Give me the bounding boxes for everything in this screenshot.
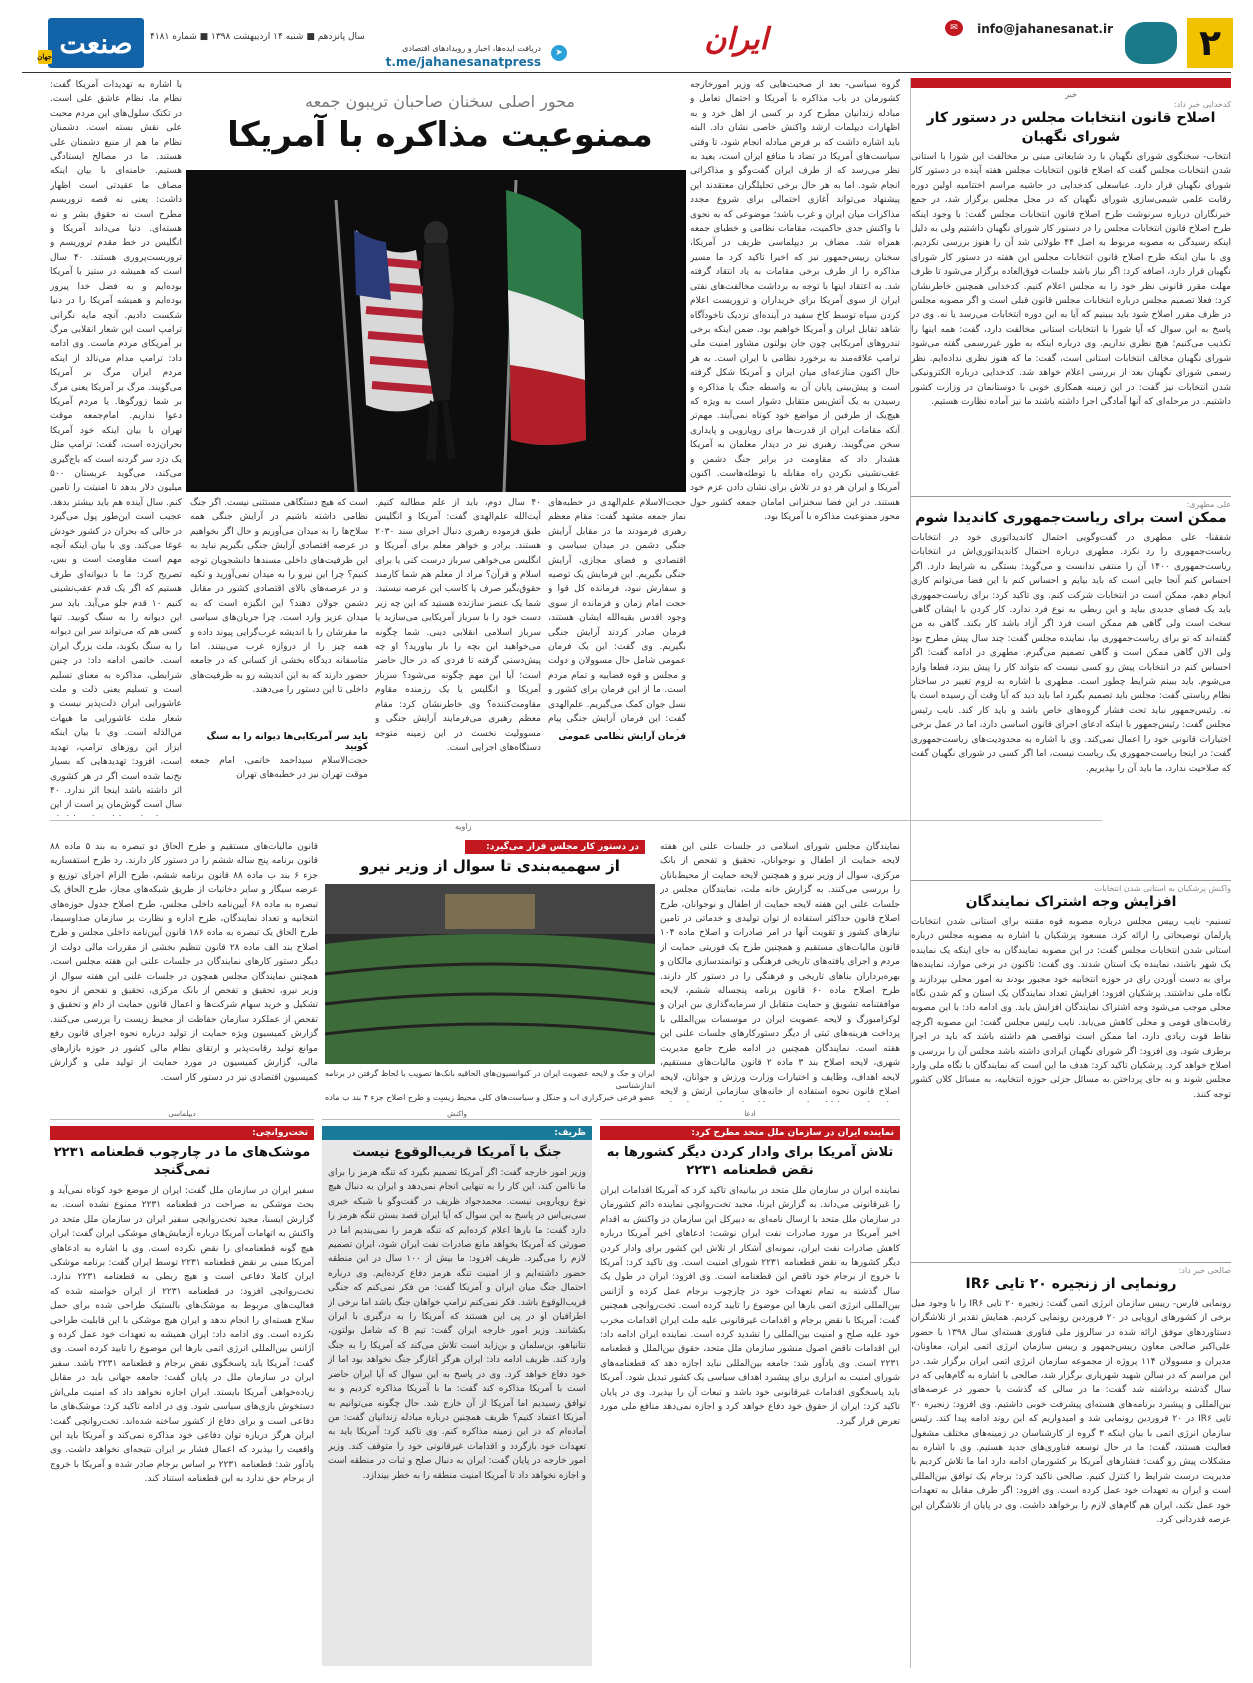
- box-band: تخت‌روانچی:: [50, 1126, 314, 1140]
- story-body: رونمایی فارس- رییس سازمان انرژی اتمی گفت: زنجیره ۲۰ تایی IR۶ را با وجود میل برخی از کشورهای اروپایی در ۲۰ فروردین رونمایی کردیم. همایش تقدیر از تلاشگران دستاوردهای موفق ارائه شده در سالروز ملی فناوری هسته‌ای سال ۱۳۹۸ با حضور علی‌اکبر صالحی معاون رییس‌جمهور و رییس سازمان انرژی اتمی ایران، معاونان، مدیران و مسوولان ۱۱۴ پروژه از مجموعه سازمان انرژی اتمی ایران برگزار شد. در این مراسم که در سالن شهید شهریاری برگزار شد، صالحی با اشاره به گام‌هایی که در سال گذشته برداشته شد گفت: ما در سالی که گذشت با حضور در عرصه‌های بین‌المللی و پیشبرد برنامه‌های هسته‌ای پیشرفت خوبی داشتیم. وی افزود: زنجیره ۲۰ تایی IR۶ در ۲۰ فروردین رونمایی شد و امیدواریم که این روند ادامه پیدا کند. رئیس سازمان انرژی اتمی با بیان اینکه ۳ گروه از کارشناسان در زمینه‌های مختلف مشغول فعالیت هستند، گفت: ما در حال توسعه فناوری‌های جدید هستیم. وی با اشاره به مشکلات پیش رو گفت: فشارهای آمریکا بر کشورمان ادامه دارد اما ما تلاش کردیم با مدیریت درست شرایط را کنترل کنیم. صالحی تاکید کرد: برجام یک توافق بین‌المللی است و ایران به تعهدات خود عمل کرده است. وی افزود: اگر طرف مقابل به تعهدات خود عمل نکند، ایران هم گام‌های لازم را برخواهد داشت. وی در پایان از تلاشگران این عرصه قدردانی کرد.: [911, 1299, 1231, 1526]
- logo-text: صنعت: [59, 26, 133, 60]
- main-col-a: گروه سیاسی- بعد از صحبت‌هایی که وزیر امورخارجه کشورمان در باب مذاکره با آمریکا و احتمال تعامل و مبادله زندانیان مطرح کرد بر کسی از اهل خرد و به اظهارات دیپلمات ارشد واکنش خاصی نشان داد. البته باید اشاره داشت که بر فرض مبادله انجام شود، تا وقتی سیاست‌های آمریکا در تضاد با منافع ایران است، یعید به نظر می‌رسد که از طرف ایران گفت‌وگو و مذاکراتی انجام شود. اما به هر حال برخی تحلیلگران معتقدند این پیشنهاد می‌تواند آغازی احتمالی برای شروع مجدد مذاکرات میان ایران و غرب باشد؛ موضوعی که به نحوی با واکنش جدی حاکمیت، مقامات نظامی و خطبای جمعه همراه شد. مضاف بر دیپلماسی ظریف در آمریکا، سخنان رییس‌جمهور نیز که اخیرا تاکید کرد ما مسیر مذاکره را از طرف برخی مقامات به یاد انتقاد گرفته شد. به اعتقاد اینها با توجه به برداشت مخالفت‌های نفتی ایران از سوی آمریکا برای خریداران و تروریست اعلام کردن سپاه توسط کاخ سفید در آینده‌ای نزدیک ناخودآگاه شاهد تقابل ایران و آمریکا خواهیم بود. ضمن اینکه برخی تندروهای آمریکایی چون جان بولتون مشاور امنیت ملی ترامپ علاقه‌مند به برخورد نظامی با ایران است. به هر حال اکنون منازعه‌ای میان ایران و آمریکا شکل گرفته است و پیش‌بینی پایان آن به واسطه جنگ یا مذاکره و رسیدن به یک آتش‌بس متقابل دشوار است به ویژه که هیچ‌یک از طرفین از مواضع خود کوتاه نمی‌آیند. مهم‌تر آنکه مقامات ایران از قدرت‌ها برای رویارویی و پایداری سخن می‌گویند. رهبری نیز در دیدار معلمان به آمریکا هشدار داد که مقاومت در برابر جنگ دشمن و عقب‌نشینی نکردن راه مقابله با توطئه‌هاست. اکنون آمریکا و ایران هر دو در تلاش برای نشان دادن عزم خود هستند. در این فضا سخنرانی امامان جمعه کشور حول محور ممنوعیت مذاکره با آمریکا بود.: [690, 80, 900, 523]
- label-left: دیپلماسی: [50, 1110, 314, 1120]
- right-story-2: [911, 500, 1231, 873]
- box-mid: [322, 1126, 592, 1666]
- flags-illustration: [186, 170, 686, 492]
- telegram-icon: ➤: [551, 45, 567, 61]
- section-label: زاویه: [455, 822, 472, 831]
- box-title: جنگ با آمریکا قریب‌الوقوع نیست: [352, 1145, 562, 1160]
- col-text: است که هیچ دستگاهی مستثنی نیست. اگر جنگ نظامی داشته باشیم در آرایش جنگی همه سلاح‌ها را به میدان می‌آوریم و حال اگر بخواهیم در عرصه اقتصادی آرایش جنگی بگیریم نباید به این ظرفیت‌های داخلی مسندها دانشجویان توجه کنیم؟ چرا این نیرو را به میدان نمی‌آورید و تکیه و در عرصه‌های بالای اقتصادی کشور در مقابل دشمن جولان دهند؟ این انگیزه است که به میدان عزیز وارد است. چرا جریان‌های سیاسی ما مقرشان را با اندیشه غرب‌گرایی پیوند داده و همه چیز را از دروازه غرب می‌بینند. اما متاسفانه دیدگاه بخشی از کسانی که در جامعه حضور دارند که به این اندیشه رو به ظرفیت‌های داخلی تا این دستور را می‌دهند.: [190, 498, 368, 696]
- label-right: ادعا: [600, 1110, 900, 1120]
- box-body: نماینده ایران در سازمان ملل متحد در بیانیه‌ای تاکید کرد که آمریکا اقدامات ایران را غیرقانونی می‌داند. به گزارش ایرنا، مجید تخت‌روانچی نماینده دائم کشورمان در سازمان ملل متحد با ارسال نامه‌ای به دبیرکل این سازمان در واکنش به اقدام اخیر آمریکا در مورد صادرات نفت ایران نوشت: ادعاهای اخیر آمریکا درباره کاهش صادرات نفت ایران، نمونه‌ای آشکار از تلاش این کشور برای وادار کردن دیگر کشورها به نقض قطعنامه ۲۲۳۱ شورای امنیت است. وی تاکید کرد: آمریکا با خروج از برجام خود ناقض این قطعنامه است. وی افزود: ایران در طول یک سال گذشته به تمام تعهدات خود در چارچوب برجام عمل کرده و آژانس بین‌المللی انرژی اتمی بارها این موضوع را تایید کرده است. تخت‌روانچی همچنین گفت: آمریکا با نقض برجام و اقدامات غیرقانونی علیه ملت ایران اقدامات مخرب خود علیه صلح و امنیت بین‌المللی را تشدید کرده است. نماینده ایران ادامه داد: این اقدامات ناقض اصول منشور سازمان ملل متحد، حقوق بین‌الملل و قطعنامه ۲۲۳۱ است. وی یادآور شد: جامعه بین‌المللی نباید اجازه دهد که قطعنامه‌های شورای امنیت به ابزاری برای پیشبرد اهداف سیاسی یک کشور تبدیل شود. آمریکا باید پاسخگوی اقدامات غیرقانونی خود باشد و تبعات آن را بپذیرد. وی در پایان تاکید کرد: ایران از حقوق خود دفاع خواهد کرد و اجازه نمی‌دهد منافع ملی مورد تعرض قرار گیرد.: [600, 1186, 900, 1427]
- col-heading: فرمان آرایش نظامی عمومی: [558, 732, 686, 742]
- story-title: افزایش وجه اشتراک نمایندگان: [965, 894, 1177, 910]
- story-kicker: واکنش پزشکیان به استانی شدن انتخابات: [1094, 884, 1231, 893]
- col-text: حجت‌الاسلام سیداحمد خاتمی، امام جمعه موقت تهران نیز در خطبه‌های تهران: [190, 756, 368, 781]
- iran-map-icon: [1125, 22, 1177, 64]
- story-title: ممکن است برای ریاست‌جمهوری کاندیدا شوم: [915, 510, 1227, 526]
- box-band: ظریف:: [322, 1126, 592, 1140]
- story-kicker: علی مطهری:: [1186, 500, 1231, 509]
- column-divider: [910, 78, 911, 1668]
- envelope-icon: ✉: [945, 20, 963, 36]
- main-subhead: محور اصلی سخنان صاحبان تریبون جمعه: [305, 92, 575, 111]
- telegram-note: دریافت ایده‌ها، اخبار و رویدادهای اقتصادی: [402, 44, 541, 53]
- newspaper-logo: [37, 18, 144, 68]
- story-divider: [911, 496, 1231, 497]
- box-band: نماینده ایران در سازمان ملل متحد مطرح کرد:: [600, 1126, 900, 1140]
- logo-small-text: جهان: [38, 50, 52, 64]
- section-rule: [50, 820, 1102, 830]
- box-right: [600, 1126, 900, 1666]
- story-title: رونمایی از زنجیره ۲۰ تایی IR۶: [965, 1276, 1177, 1292]
- story-title: اصلاح قانون انتخابات مجلس در دستور کار شورای نگهبان: [926, 110, 1216, 145]
- section-title: ایران: [704, 22, 768, 57]
- label-mid: واکنش: [322, 1110, 592, 1120]
- story-body: انتخاب- سخنگوی شورای نگهبان با رد شایعاتی مبنی بر مخالفت این شورا با استانی شدن انتخابات مجلس گفت که اصلاح قانون انتخابات مجلس هفته آینده در دستور کار شورای نگهبان قرار دارد. عباسعلی کدخدایی در حاشیه مراسم اختتامیه اولین دوره رقابت علمی شیمی‌سازی شورای نگهبان که در محل مجلس برگزار شد، در جمع خبرنگاران درباره سرنوشت طرح اصلاح قانون انتخابات مجلس گفت: با وجود اینکه طرح اصلاح قانون انتخابات مجلس را در دستور کار شورای نگهبان داشتیم ولی به دلیل اینکه رسیدگی به مصوبه مربوط به اصل ۴۴ طولانی شد آن را هنوز بررسی نکردیم. وی با بیان اینکه طرح اصلاح قانون انتخابات مجلس این هفته در دستور کار شورای نگهبان قرار دارد، اضافه کرد: اگر نیاز باشد جلسات فوق‌العاده برگزار می‌شود تا ظرف مهلت مقرر قانونی نظر خود را به مجلس اعلام کنیم. کدخدایی همچنین خاطرنشان کرد: فعلا تصمیم مجلس درباره انتخابات مجلس قانون قبلی است و اگر مصوبه مجلس در ظرف مقرر اصلاح شود باید ببینیم که آیا به این دوره انتخابات می‌رسد یا نه. وی در پاسخ به این سوال که آیا شورا با انتخابات استانی مخالفت دارد، گفت: همه اینها را تکذیب می‌کنیم؛ هیچ نظری نداریم. وی درباره اینکه به طور غیررسمی گفته می‌شود شورای نگهبان مخالف انتخابات استانی است، گفت: ما که هنوز نظری نداده‌ایم. نظر رسمی شورای نگهبان بعد از بررسی اعلام خواهد شد. کدخدایی درباره الکترونیکی شدن انتخابات نیز گفت: در این زمینه همکاری خوبی با دوستانمان در وزارت کشور داشتیم. در مرحله‌ای که آنها آمادگی اجرا داشته باشند ما نیز آماده نظارت هستیم.: [911, 152, 1231, 407]
- story-divider: [911, 1262, 1231, 1263]
- header-rule: [22, 72, 1231, 73]
- parliament-photo: [325, 884, 655, 1064]
- story-kicker: صالحی خبر داد:: [1178, 1266, 1231, 1275]
- dateline: سال پانزدهم ■ شنبه ۱۴ اردیبهشت ۱۳۹۸ ■ شماره ۴۱۸۱: [150, 32, 365, 42]
- page-number: ۲: [1187, 18, 1233, 68]
- photo-caption: ایران و جک و لایحه عضویت ایران در کنوانسیون‌های الحاقیه بانک‌ها تصویب با لحاظ گرفتن در برنامه اندازشناسی: [325, 1069, 655, 1090]
- agenda-col-left: قانون مالیات‌های مستقیم و طرح الحاق دو تبصره به بند ۵ ماده ۸۸ قانون برنامه پنج ساله ششم را در دستور کار دارند. رد طرح استفساریه جزء ۶ بند ب ماده ۸۸ قانون برنامه ششم، طرح الزام اجرای توزیع و عرضه سیگار و سایر دخانیات از طریق شبکه‌های مجاز، طرح الحاق یک تبصره به ماده ۶۸ آیین‌نامه داخلی مجلس، طرح اصلاح جدول حوزه‌های انتخابیه و تعداد نمایندگان، طرح اداره و نظارت بر سازمان صداوسیما، طرح الحاق یک تبصره به ماده ۱۸۶ قانون آیین‌نامه داخلی مجلس و طرح اصلاح بند الف ماده ۲۸ قانون تنظیم بخشی از مقررات مالی دولت از دیگر دستور کارهای نمایندگان در جلسات علنی این هفته مجلس است. همچنین نمایندگان مجلس همچون در جلسات علنی این هفته سوال از وزیر نیرو، تحقیق و تفحص از بانک مرکزی، تحقیق و تفحص از نحوه تشکیل و خرید سهام شرکت‌ها و اعمال قانون حمایت از دام و تحقیق و تفحص از عملکرد سازمان حفاظت از محیط زیست را بررسی می‌کنند. گزارش کمیسیون ویژه حمایت از تولید درباره نحوه اجرای قانون رفع موانع تولید رقابت‌پذیر و ارتقای نظام مالی کشور در حوزه بازارهای مالی، گزارش کمیسیون در مورد حمایت از تولید ملی و گزارش کمیسیون اقتصادی نیز در دستور کار است.: [50, 842, 318, 1083]
- right-story-1: [911, 100, 1231, 478]
- main-headline: ممنوعیت مذاکره با آمریکا: [227, 115, 653, 155]
- email-address[interactable]: info@jahanesanat.ir: [977, 22, 1113, 36]
- main-col-c: ۴۰ سال دوم، باید از علم مطالبه کنیم. آیت‌الله علم‌الهدی گفت: آمریکا و انگلیس طبق فرموده رهبری دنبال اجرای سند ۲۰۳۰ هستند. برادر و خواهر معلم برای آمریکا و انگلیس می‌خواهی سرباز درست کنی یا برای اسلام و قرآن؟ مراد از معلم هم شما کارمند حقوق‌بگیر صرف یا کاسب این عرصه نیستید. شما یک عنصر سازنده هستید که این چه زیر دست خود را با سرباز آمریکایی می‌سازید یا سرباز اسلامی انقلابی دینی. شما چگونه می‌خواهید این بچه را بار بیاورید؟ او چه پیش‌دستی گرفته تا فردی که در حال حاضر است؛ آیا این مهم چگونه می‌شود؟ سرباز آمریکا و انگلیس یا یک رزمنده مقاوم مقاومت‌کننده؟ وی خاطرنشان کرد: مقام معظم رهبری می‌فرمایند آرایش جنگی و مسوولیت نخست در این زمینه متوجه دستگاه‌های اجرایی است.: [375, 498, 541, 753]
- story-divider: [911, 880, 1231, 881]
- flags-photo: [186, 170, 686, 492]
- box-left: [50, 1126, 314, 1666]
- col-text: حجت‌الاسلام علم‌الهدی در خطبه‌های نماز جمعه مشهد گفت: مقام معظم رهبری فرمودند ما در مقابل آرایش جنگی دشمن در میدان سیاسی و اقتصادی و فضای مجازی، آرایش جنگی بگیریم. این فرمایش یک توصیه و سفارش نبود، فرمانده کل قوا و حجت امام زمان و فرمانده از سوی وجود اقدس بقیه‌الله ایشان هستند، فرمان صادر کردند آرایش جنگی بگیریم. وی گفت: این یک فرمان عمومی شامل حال مسوولان و دولت و مجلس و قوه قضاییه و تمام مردم است. ما از این فرمان برای کشور و نسل جوان کمک می‌گیریم. علم‌الهدی گفت: این فرمان آرایش جنگی پیام: [548, 498, 686, 725]
- main-col-e: یا اشاره به تهدیدات آمریکا گفت: نظام ما، نظام عاشق علی است. در تکتک سلول‌های این مردم محبت علی نقش بسته است. دشمنان نظام ما هم از منبع دشمنان علی هستند. ما در مصالح ایستادگی هستیم. خامنه‌ای با بیان اینکه مصاف ما عقیدتی است اظهار داشت: یعنی نه قصه تروریسم مطرح است نه حقوق بشر و نه هسته‌ای. دنیا می‌داند آمریکا و انگلیس در خط مقدم تروریسم و تروریست‌پروری هستند. ۴۰ سال است که همیشه در ستیز با آمریکا بوده‌ایم و به فضل خدا پیروز بوده‌ایم و همیشه آمریکا را در دنیا شکست دادیم. آنچه مایه نگرانی ترامپ است این شعار انقلابی مرگ بر آمریکای مردم ماست. وی ادامه داد: ترامپ مدام می‌نالد از اینکه مردم ایران مرگ بر آمریکا می‌گویند. مرگ بر آمریکا یعنی مرگ بر شما زورگوها. یا مردم آمریکا دعوا نداریم. امام‌جمعه موقت تهران با بیان اینکه خود آمریکا بحران‌زده است، گفت: ترامپ مثل یک دزد سر گردنه است که باج‌گیری می‌کند، می‌گوید عربستان ۵۰۰ میلیون دلار بدهد تا امنیتت را تامین کنم. سال آینده هم باید بیشتر بدهد. عجیب است این‌طور پول می‌گیرد در حالی که بحران در کشور خودش غوغا می‌کند. وی با بیان اینکه آنچه مهم است مقاومت است و بس، تصریح کرد: ما با دیوانه‌ای طرف هستیم که اگر یک قدم عقب‌نشینی کنیم ۱۰ قدم جلو می‌آید. باید سر این دیوانه را به سنگ کوبید. تنها کسی هم که می‌تواند سر این دیوانه را به سنگ بکوبد، ملت بزرگ ایران است. خاتمی ادامه داد: در چنین شرایطی، مذاکره به معنای تسلیم است و تسلیم یعنی ذلت و ملت عاشورایی ایران ذلت‌پذیر نیست و شعار ملت عاشورایی ما هیهات من‌الذله است. وی با بیان اینکه ایزاز این روزهای ترامپ، تهدید است، افزود: تهدیدهایی که بسیار نخ‌نما شده است اگر در هر کشوری اثر داشته باشد اینجا اثر ندارد. ۴۰ سال است گوش‌مان پر است از این: [50, 80, 182, 811]
- agenda-title: از سهمیه‌بندی تا سوال از وزیر نیرو: [360, 857, 620, 875]
- box-title: تلاش آمریکا برای وادار کردن دیگر کشورها به نقض قطعنامه ۲۲۳۱: [606, 1145, 894, 1178]
- right-story-3: [911, 884, 1231, 1261]
- agenda-col-right: نمایندگان مجلس شورای اسلامی در جلسات علنی این هفته لایحه حمایت از اطفال و نوجوانان، تحقیق و تفحص از بانک مرکزی، سوال از وزیر نیرو و همچنین لایحه حمایت از محیط‌بانان را بررسی می‌کنند. به گزارش خانه ملت، نمایندگان مجلس در جلسات علنی این هفته لایحه حمایت از اطفال و نوجوانان، طرح اصلاح قانون حداکثر استفاده از توان تولیدی و خدماتی در تامین نیازهای کشور و تقویت آنها در امر صادرات و اصلاح ماده ۱۰۴ قانون مالیات‌های مستقیم و همچنین طرح یک فوریتی حمایت از مردم و اجرای یافته‌های تاریخی فرهنگی و توانمندسازی مالکان و بهره‌برداران بناهای تاریخی و فرهنگی را در دستور کار دارند. طرح اصلاح ماده ۶۰ قانون برنامه پنجساله ششم، لایحه موافقتنامه تشویق و حمایت متقابل از سرمایه‌گذاری بین ایران و لوکزامبورگ و لایحه عضویت ایران در موسسات بین‌المللی با پرداخت هزینه‌های ثبتی از دیگر دستورکارهای جلسات علنی این هفته است. نمایندگان همچنین در ادامه طرح جامع مدیریت شهری، لایحه اصلاح بند ۳ ماده ۲ قانون مالیات‌های مستقیم، لایحه اهداف، وظایف و اختیارات وزارت ورزش و جوانان، لایحه اصلاح قانون نحوه استفاده از خانه‌های سازمانی ارتش و لایحه: [660, 842, 900, 1097]
- news-bar: [911, 78, 1231, 88]
- telegram-link[interactable]: t.me/jahanesanatpress: [385, 55, 541, 69]
- story-body: شفقنا- علی مطهری در گفت‌وگویی احتمال کاندیداتوری خود در انتخابات ریاست‌جمهوری را رد نکرد. مطهری درباره احتمال کاندیداتوری‌اش در انتخابات ریاست‌جمهوری ۱۴۰۰ آن را منتفی ندانست و می‌گوید: بستگی به شرایط دارد. اگر احساس کنم آنجا جایی است که باید بیایم و احساس کنم با این فضا می‌توانم کاری انجام دهم، ممکن است در انتخابات شرکت کنم. وی تاکید کرد: برای ریاست‌جمهوری باید یک فضای جدیدی بیاید و این ربطی به نوع فرد ندارد. کار کردن با ایشان گاهی سخت است ولی گاهی هم ممکن است فرد اگر آزاد باشد کار بکند. گاهی به من گفته‌اند که تو برای ریاست‌جمهوری بیا، نماینده مجلس گفت: چند سال پیش مطرح بود ولی الان گاهی ممکن است و گاهی تصمیم می‌گیرم. مطهری در ادامه گفت: اگر احساس کنم در انتخابات پیش رو کسی نیست که بتواند کار را پیش ببرد، قطعا وارد می‌شوم. باید ببینم شرایط چطور است. مطهری با اشاره به لزوم تغییر در ساختار نظام ریاستی گفت: مجلس باید تصمیم بگیرد اما باید دید که آیا وقت آن رسیده است یا نه. رئیس‌جمهور نباید تحت فشار گروه‌های خاص باشد و باید کار کند. نایب رئیس مجلس گفت: رئیس‌جمهور با اینکه ادعای اجرای قانون اساسی دارد، اما در عمل برخی اختیارات قانونی خود را اعمال نمی‌کند. وی با اشاره به محدودیت‌های ریاست‌جمهوری گفت: در اینجا ریاست‌جمهوری یک ریاست نیست، اما اگر کسی در شورای نگهبان گفت که صلاحیت ندارد، ما باید آن را بپذیریم.: [911, 533, 1231, 774]
- story-body: تسنیم- نایب رییس مجلس درباره مصوبه قوه مقننه برای استانی شدن انتخابات پارلمان توضیحاتی را ارائه کرد. مسعود پزشکیان با اشاره به مصوبه مجلس درباره استانی شدن انتخابات مجلس گفت: در این مصوبه نمایندگان به جای اینکه یک نماینده یک شهر باشند، نماینده یک استان شدند. وی گفت: تاکنون در برخی موارد، نماینده‌ها برای به دست آوردن رای در حوزه انتخابیه خود مجبور بودند به امور محلی بپردازند و نگاه ملی نداشتند. پزشکیان افزود: افزایش تعداد نمایندگان یک استان و کم شدن نگاه محلی موجب می‌شود وجه اشتراک نمایندگان افزایش یابد. وی ادامه داد: با این مصوبه رقابت‌های قومی و محلی کاهش می‌یابد. نایب رئیس مجلس گفت: این مصوبه اگرچه نقاط قوت زیادی دارد، اما ممکن است نواقصی هم داشته باشد که باید در اجرا برطرف شود. وی افزود: اگر شورای نگهبان ایرادی داشته باشد مجلس آن را بررسی و اصلاح خواهد کرد. پزشکیان تاکید کرد: هدف ما این است که نمایندگان با نگاه ملی وارد مجلس شوند و به جای پرداختن به مسائل جزئی حوزه انتخابیه، به مسائل کلان کشور توجه کنند.: [911, 917, 1231, 1100]
- col-heading: باید سر آمریکایی‌ها دیوانه را به سنگ کوبید: [206, 732, 368, 752]
- story-kicker: کدخدایی خبر داد:: [1173, 100, 1231, 109]
- box-title: موشک‌های ما در چارچوب قطعنامه ۲۲۳۱ نمی‌گنجد: [53, 1145, 311, 1178]
- box-body: وزیر امور خارجه گفت: اگر آمریکا تصمیم بگیرد که تنگه هرمز را برای ما ناامن کند، این کار را به تنهایی انجام نمی‌دهد و ایران به دنبال هیچ نوع رویارویی نیست. محمدجواد ظریف در گفت‌وگو با شبکه خبری سی‌بی‌اس در پاسخ به این سوال که آیا ایران قصد بستن تنگه هرمز را دارد گفت: ما بارها اعلام کرده‌ایم که تنگه هرمز را نمی‌بندیم اما در صورتی که آمریکا بخواهد مانع صادرات نفت ایران شود، ایران تصمیم لازم را می‌گیرد. ظریف افزود: ما بیش از ۱۰۰ سال در این منطقه حضور داشته‌ایم و از امنیت تنگه هرمز دفاع کرده‌ایم. وی درباره احتمال جنگ میان ایران و آمریکا گفت: من فکر نمی‌کنم که جنگی قریب‌الوقوع باشد. فکر نمی‌کنم ترامپ خواهان جنگ باشد اما برخی از اطرافیان او در پی این هستند که آمریکا را به درگیری با ایران بکشانند. وزیر امور خارجه ایران گفت: تیم B که شامل بولتون، نتانیاهو، بن‌سلمان و بن‌زاید است تلاش می‌کند که آمریکا را به جنگ وارد کند. ظریف ادامه داد: ایران هرگز آغازگر جنگ نخواهد بود اما از خود دفاع خواهد کرد. وی در پاسخ به این سوال که آیا ایران حاضر است با آمریکا مذاکره کند گفت: ما با آمریکا مذاکره کردیم و به توافق رسیدیم اما آمریکا از آن خارج شد. حال چگونه می‌توانیم به آمریکا اعتماد کنیم؟ ظریف همچنین درباره مبادله زندانیان گفت: من آماده‌ام که در این زمینه مذاکره کنم. وی تاکید کرد: آمریکا باید به تعهدات خود بازگردد و اقدامات غیرقانونی خود را متوقف کند. وزیر امور خارجه در پایان گفت: ایران به دنبال صلح و ثبات در منطقه است و اجازه نخواهد داد تا آمریکا امنیت منطقه را به خطر بیندازد.: [328, 1168, 586, 1481]
- right-story-4: [911, 1266, 1231, 1672]
- box-body: سفیر ایران در سازمان ملل گفت: ایران از موضع خود کوتاه نمی‌آید و بحث موشکی به صراحت در قطعنامه ۲۲۳۱ ممنوع نشده است. به گزارش ایسنا، مجید تخت‌روانچی سفیر ایران در سازمان ملل متحد در واکنش به اتهامات آمریکا درباره آزمایش‌های موشکی ایران گفت: ایران هیچ گونه قطعنامه‌ای را نقض نکرده است. وی با اشاره به ادعاهای آمریکا مبنی بر نقض قطعنامه ۲۲۳۱ توسط ایران گفت: برنامه موشکی ایران کاملا دفاعی است و هیچ ربطی به قطعنامه ۲۲۳۱ ندارد. تخت‌روانچی افزود: در قطعنامه ۲۲۳۱ از ایران خواسته شده که فعالیت‌های مربوط به موشک‌های بالستیک طراحی شده برای حمل سلاح هسته‌ای را انجام ندهد و ایران هیچ موشکی با این قابلیت طراحی نکرده است. وی ادامه داد: ایران همیشه به تعهدات خود عمل کرده و آژانس بین‌المللی انرژی اتمی بارها این موضوع را تایید کرده است. وی گفت: آمریکا باید پاسخگوی نقض برجام و قطعنامه ۲۲۳۱ باشد. سفیر ایران در سازمان ملل در پایان گفت: جامعه جهانی باید در مقابل زیاده‌خواهی آمریکا بایستد. ایران اجازه نخواهد داد که امنیت ملی‌اش دستخوش بازی‌های سیاسی شود. وی در ادامه تاکید کرد: موشک‌های ما دفاعی است و برای دفاع از کشور ساخته شده‌اند. تخت‌روانچی گفت: ایران هرگز درباره توان دفاعی خود مذاکره نمی‌کند و آمریکا باید این واقعیت را بپذیرد که اعمال فشار بر ایران نتیجه‌ای نخواهد داشت. وی یادآور شد: قطعنامه ۲۲۳۱ بر اساس برجام صادر شده و آمریکا با خروج از برجام حق ندارد به این قطعنامه استناد کند.: [50, 1186, 314, 1485]
- parliament-illustration: [325, 884, 655, 1064]
- news-label: خبر: [1065, 90, 1077, 99]
- main-col-b: [548, 496, 686, 816]
- main-col-d: [190, 496, 368, 816]
- agenda-band: در دستور کار مجلس قرار می‌گیرد:: [465, 840, 645, 854]
- agenda-col-mid: عضو فرعی خبرگزاری آب و جنگل و سیاست‌های کلی محیط زیست و طرح اصلاح جزء ۴ بند ب ماده: [325, 1094, 655, 1102]
